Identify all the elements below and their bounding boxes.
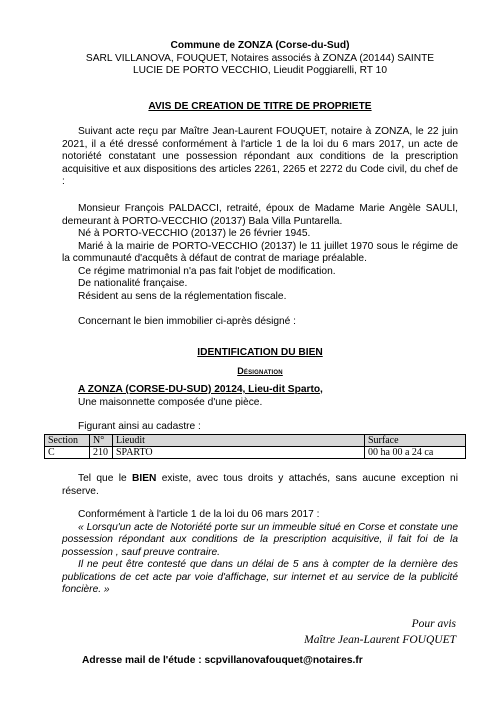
signature-block xyxy=(304,616,456,648)
tel-que-paragraph xyxy=(62,473,458,498)
person-identity: Monsieur François PALDACCI, retraité, époux de Madame Marie Angèle SAULI, demeurant à PORTO-VECCHIO (20137) Bala Villa Puntarella. xyxy=(62,203,458,227)
tel-que-prefix: Tel que le xyxy=(78,473,133,484)
loi-quote-2: Il ne peut être contesté que dans un délai de 5 ans à compter de la dernière des publications de cet acte par voie d'affichage, sur internet et au service de la publicité foncière. » xyxy=(62,559,458,595)
loi-quote-1: « Lorsqu'un acte de Notoriété porte sur un immeuble situé en Corse et constate une possession répondant aux conditions de la prescription acquisitive, il fait foi de la possession , sauf preuve contraire. xyxy=(62,521,458,558)
person-block xyxy=(62,203,458,303)
col-numero: N° xyxy=(90,435,113,447)
person-residence: Résident au sens de la réglementation fiscale. xyxy=(78,290,287,302)
cell-lieudit: SPARTO xyxy=(113,447,365,459)
notary-line-2: LUCIE DE PORTO VECCHIO, Lieudit Poggiarelli, RT 10 xyxy=(132,65,388,76)
property-location: A ZONZA (CORSE-DU-SUD) 20124, Lieu-dit Sparto, xyxy=(78,384,323,395)
document-title: AVIS DE CREATION DE TITRE DE PROPRIETE xyxy=(148,101,372,112)
footer-email-line xyxy=(82,655,363,668)
signature-pour-avis: Pour avis xyxy=(411,618,456,630)
tel-que-suffix: existe, avec tous droits y attachés, sans aucune exception ni réserve. xyxy=(62,473,458,497)
cell-numero: 210 xyxy=(90,447,113,459)
cell-section: C xyxy=(45,447,90,459)
property-description: Une maisonnette composée d'une pièce. xyxy=(78,396,263,408)
footer-label: Adresse mail de l'étude : xyxy=(82,655,205,666)
tel-que-bien: BIEN xyxy=(132,473,157,484)
property-block xyxy=(62,384,458,409)
concernant-line: Concernant le bien immobilier ci-après désigné : xyxy=(78,316,297,327)
cell-surface: 00 ha 00 a 24 ca xyxy=(365,447,466,459)
person-regime: Ce régime matrimonial n'a pas fait l'objet de modification. xyxy=(78,265,336,277)
cadastre-table xyxy=(44,434,466,459)
col-lieudit: Lieudit xyxy=(113,435,365,447)
col-section: Section xyxy=(45,435,90,447)
col-surface: Surface xyxy=(365,435,466,447)
identification-heading: IDENTIFICATION DU BIEN xyxy=(197,347,323,358)
loi-intro: Conformément à l'article 1 de la loi du 06 mars 2017 : xyxy=(78,509,320,520)
commune-title: Commune de ZONZA (Corse-du-Sud) xyxy=(170,40,350,51)
person-marriage: Marié à la mairie de PORTO-VECCHIO (20137) le 11 juillet 1970 sous le régime de la communauté d'acquêts à défaut de contrat de mariage préalable. xyxy=(62,240,458,264)
signature-notary: Maître Jean-Laurent FOUQUET xyxy=(304,634,456,646)
notary-line-1: SARL VILLANOVA, FOUQUET, Notaires associés à ZONZA (20144) SAINTE xyxy=(85,52,435,64)
cadastre-intro: Figurant ainsi au cadastre : xyxy=(78,421,201,432)
table-row xyxy=(45,447,466,459)
document-header xyxy=(62,40,458,78)
footer-email[interactable]: scpvillanovafouquet@notaires.fr xyxy=(204,655,363,666)
person-nationality: De nationalité française. xyxy=(78,278,188,289)
intro-paragraph: Suivant acte reçu par Maître Jean-Laurent FOUQUET, notaire à ZONZA, le 22 juin 2021, il a été dressé conformément à l'article 1 de la loi du 6 mars 2017, un acte de notoriété constatant une possession répondant aux conditions de la prescription acquisitive et aux dispositions des articles 2261, 2265 et 2272 du Code civil, du chef de : xyxy=(62,126,458,187)
designation-subheading: Désignation xyxy=(237,366,283,376)
loi-block xyxy=(62,509,458,597)
cadastre-header-row xyxy=(45,435,466,447)
person-birth: Né à PORTO-VECCHIO (20137) le 26 février 1945. xyxy=(78,228,311,239)
